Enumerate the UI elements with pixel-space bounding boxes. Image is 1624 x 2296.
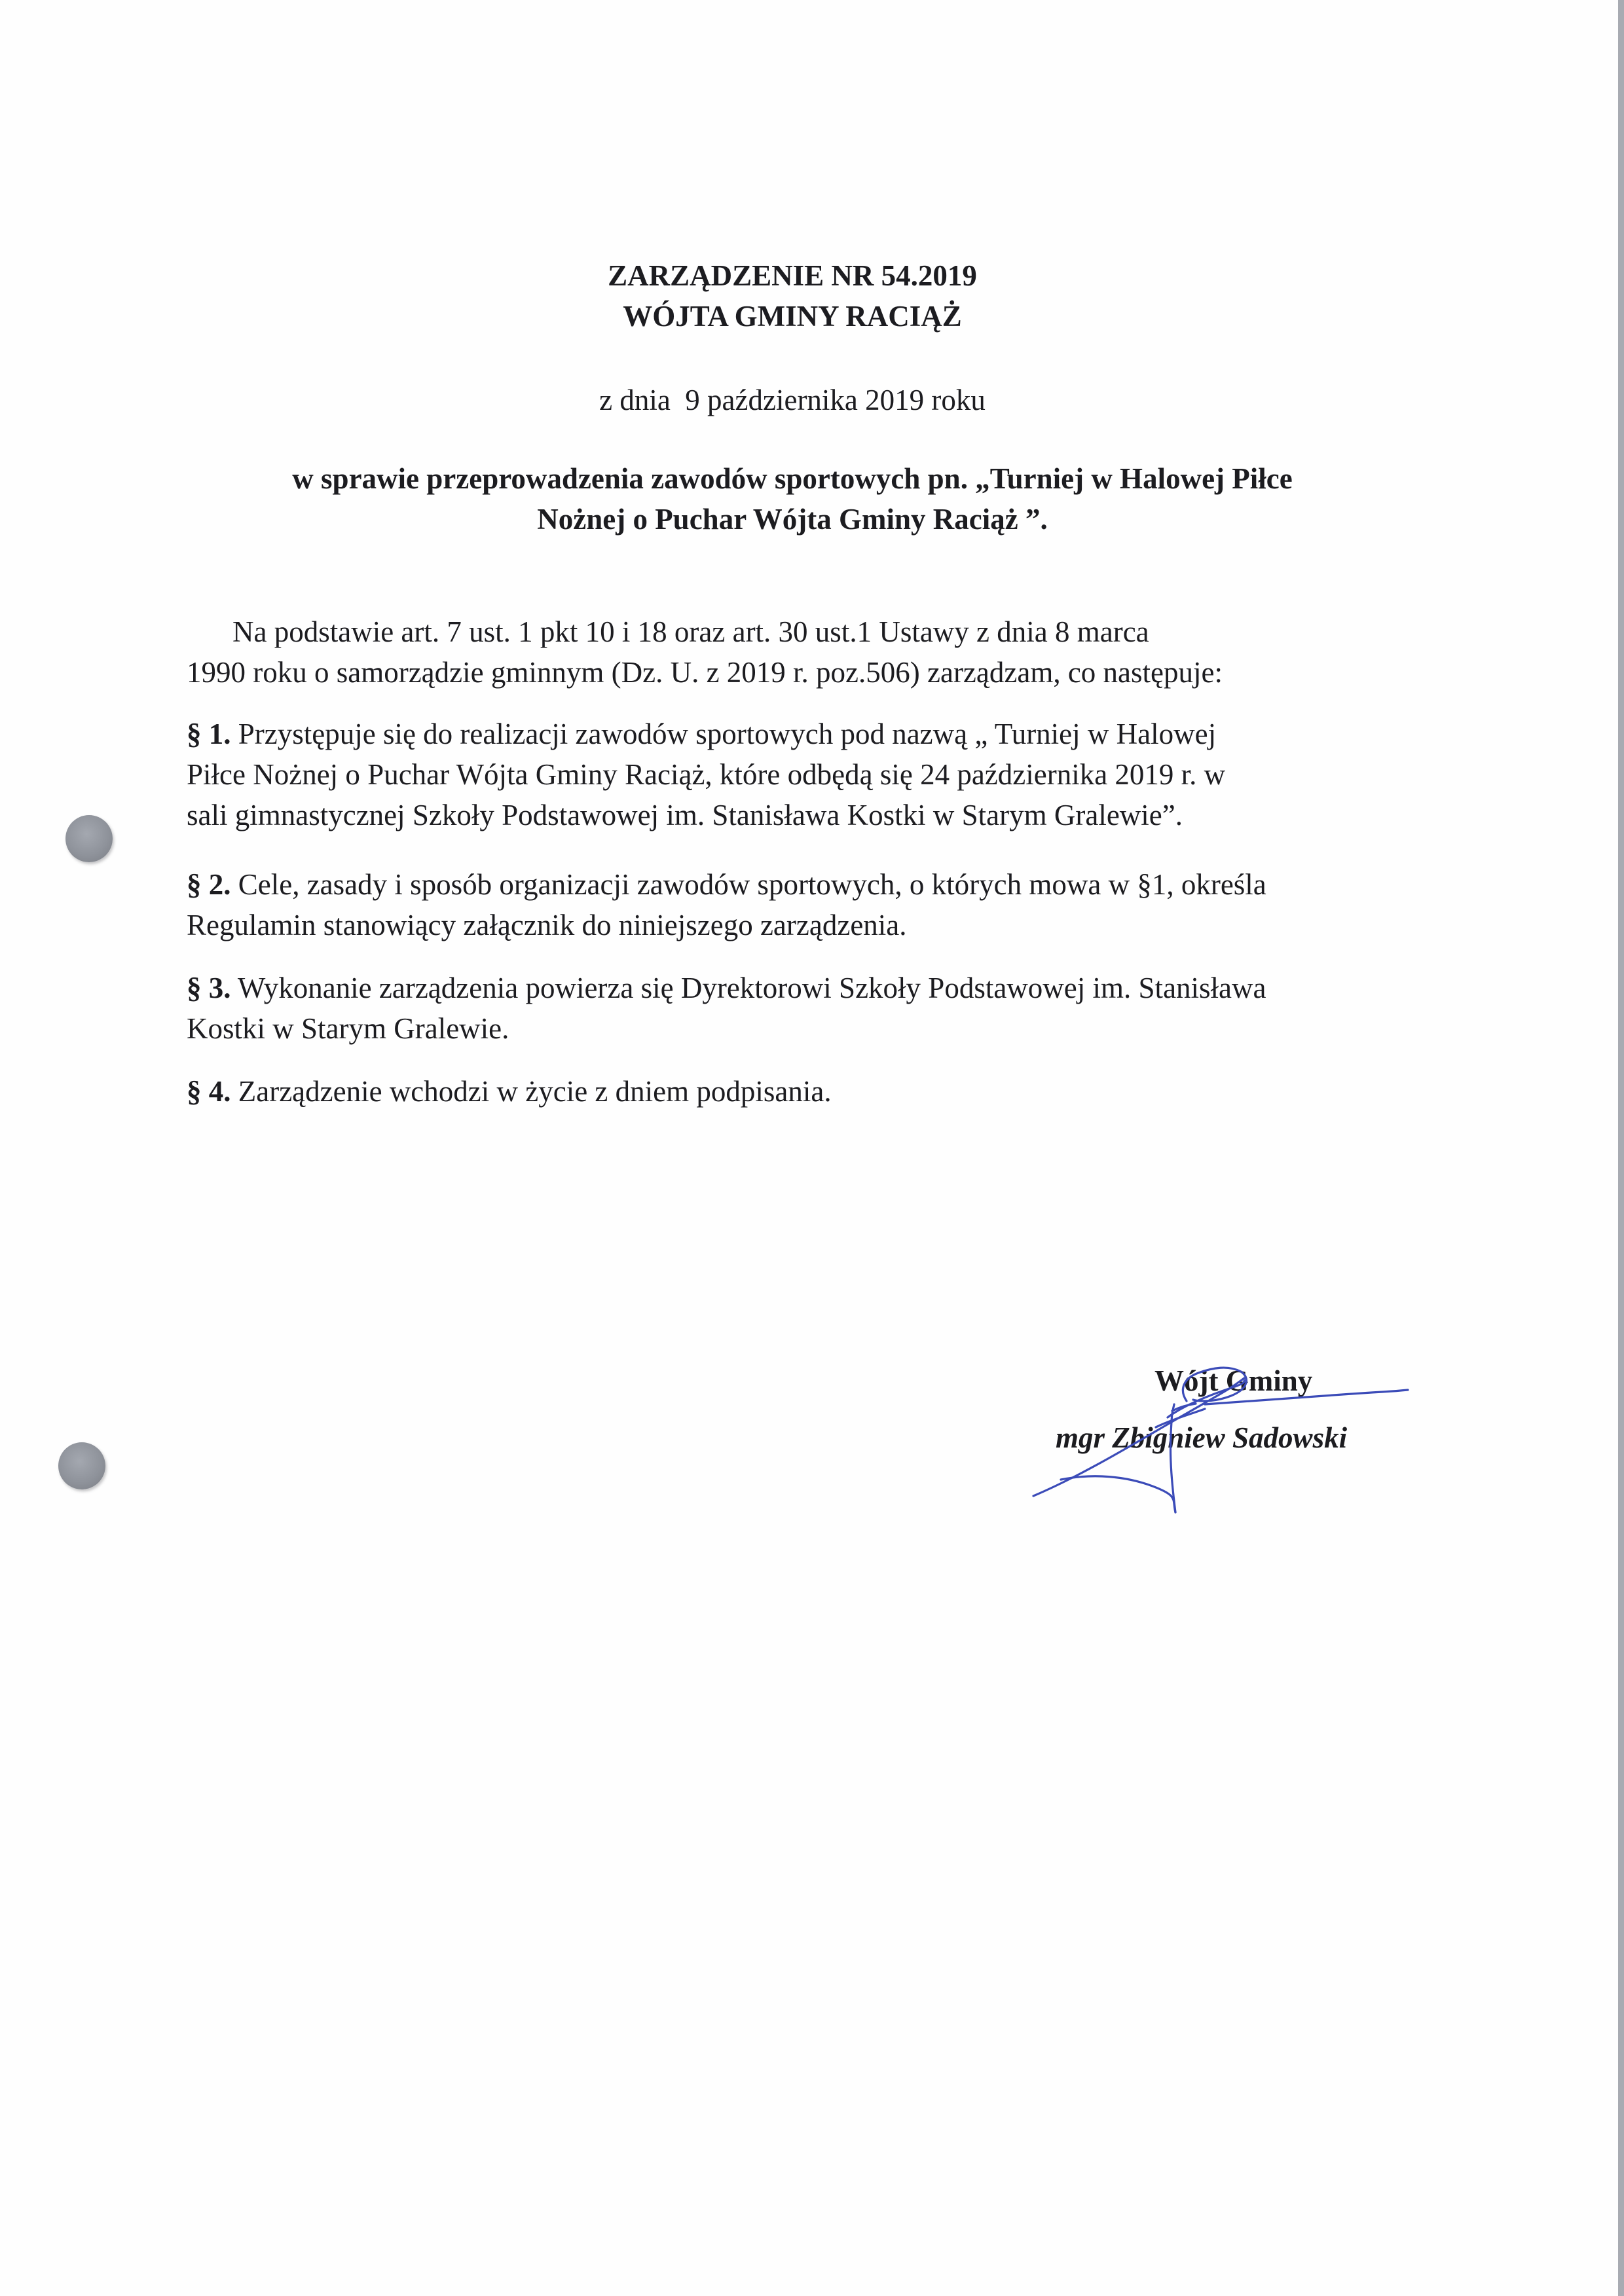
signature-stroke bbox=[1061, 1476, 1175, 1512]
legal-basis-line-1: Na podstawie art. 7 ust. 1 pkt 10 i 18 oraz art. 30 ust.1 Ustawy z dnia 8 marca bbox=[232, 615, 1149, 648]
title-line-1: ZARZĄDZENIE NR 54.2019 bbox=[608, 259, 977, 292]
section-text: Zarządzenie wchodzi w życie z dniem podpisania. bbox=[231, 1075, 832, 1108]
handwritten-signature bbox=[1015, 1342, 1441, 1571]
document-date: z dnia 9 października 2019 roku bbox=[599, 384, 986, 416]
subject-line-1: w sprawie przeprowadzenia zawodów sportowych pn. „Turniej w Halowej Piłce bbox=[292, 462, 1293, 495]
section-text: Przystępuje się do realizacji zawodów sportowych pod nazwą „ Turniej w Halowej bbox=[231, 718, 1217, 750]
section-text: Cele, zasady i sposób organizacji zawodów sportowych, o których mowa w §1, określa bbox=[231, 868, 1266, 901]
section-text: Regulamin stanowiący załącznik do niniejszego zarządzenia. bbox=[187, 909, 907, 941]
signature-stroke bbox=[1205, 1390, 1408, 1404]
title-line-2: WÓJTA GMINY RACIĄŻ bbox=[623, 300, 962, 333]
section-2 bbox=[187, 864, 1418, 945]
punch-hole-top bbox=[65, 815, 113, 862]
section-1 bbox=[187, 714, 1418, 835]
legal-basis bbox=[187, 611, 1405, 693]
section-text: Piłce Nożnej o Puchar Wójta Gminy Raciąż, które odbędą się 24 października 2019 r. w bbox=[187, 758, 1226, 791]
section-4 bbox=[187, 1071, 1418, 1112]
punch-hole-bottom bbox=[58, 1442, 105, 1489]
section-number: § 1. bbox=[187, 718, 231, 750]
section-3 bbox=[187, 968, 1418, 1049]
signatory-name: mgr Zbigniew Sadowski bbox=[1056, 1421, 1348, 1454]
section-number: § 4. bbox=[187, 1075, 231, 1108]
section-text: Wykonanie zarządzenia powierza się Dyrektorowi Szkoły Podstawowej im. Stanisława bbox=[231, 972, 1266, 1004]
section-text: Kostki w Starym Gralewie. bbox=[187, 1012, 509, 1045]
legal-basis-line-2: 1990 roku o samorządzie gminnym (Dz. U. z 2019 r. poz.506) zarządzam, co następuje: bbox=[187, 656, 1223, 689]
section-number: § 2. bbox=[187, 868, 231, 901]
document-title bbox=[0, 255, 1585, 337]
section-number: § 3. bbox=[187, 972, 231, 1004]
signatory-title: Wójt Gminy bbox=[1154, 1364, 1313, 1397]
signature-stroke bbox=[1156, 1409, 1205, 1427]
subject-line-2: Nożnej o Puchar Wójta Gminy Raciąż ”. bbox=[537, 503, 1048, 536]
scan-edge-shadow bbox=[1618, 0, 1624, 2296]
document-subject bbox=[0, 458, 1585, 539]
section-text: sali gimnastycznej Szkoły Podstawowej im. Stanisława Kostki w Starym Gralewie”. bbox=[187, 799, 1183, 831]
